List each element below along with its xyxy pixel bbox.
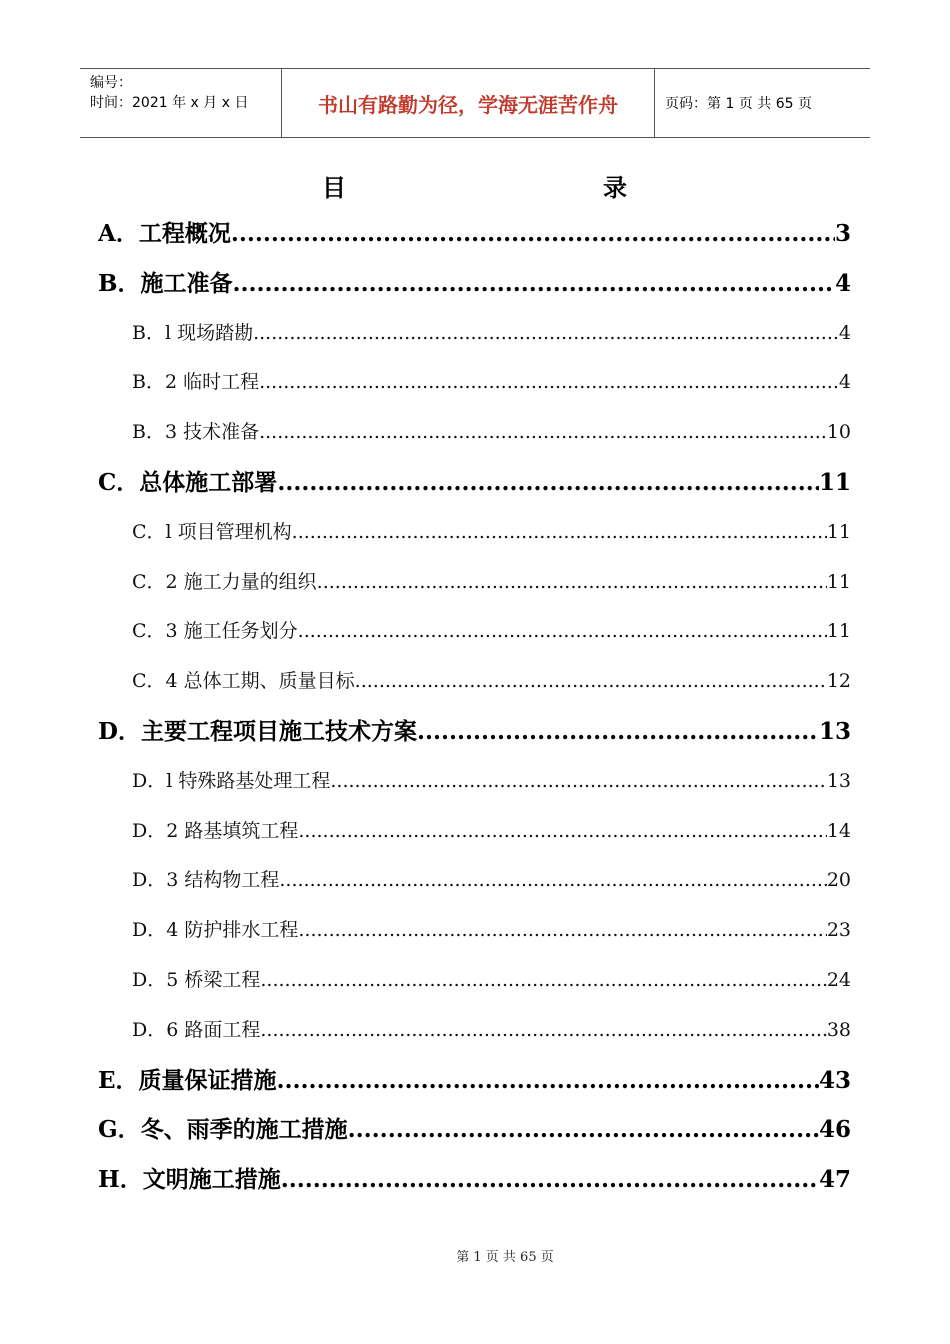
toc-title: [0, 168, 950, 204]
toc-subentry[interactable]: B．2 临时工程 ..... 4: [98, 358, 851, 408]
toc-subentry[interactable]: D．3 结构物工程 ..... 20: [98, 856, 851, 906]
toc-entry[interactable]: E．质量保证措施 ..... 43: [98, 1056, 851, 1106]
toc-subentry[interactable]: B．l 现场踏勘 ..... 4: [98, 309, 851, 359]
toc-subentry[interactable]: C．l 项目管理机构 ..... 11: [98, 508, 851, 558]
toc-subentry[interactable]: C．4 总体工期、质量目标 ..... 12: [98, 657, 851, 707]
document-number: 编号：: [90, 75, 132, 91]
page-header: [80, 68, 870, 138]
toc-subentry[interactable]: C．2 施工力量的组织 ..... 11: [98, 558, 851, 608]
toc-title-left: 目: [322, 174, 346, 202]
header-meta: [80, 69, 282, 137]
toc-entry[interactable]: B．施工准备 ..... 4: [98, 259, 851, 309]
toc-subentry[interactable]: B．3 技术准备 ..... 10: [98, 408, 851, 458]
document-time: 时间：2021 年 x 月 x 日: [90, 95, 249, 111]
toc-title-right: 录: [603, 174, 627, 202]
toc-entry[interactable]: C．总体施工部署 ..... 11: [98, 458, 851, 508]
page-footer: 第 1 页 共 65 页: [456, 1250, 554, 1265]
toc-subentry[interactable]: D．5 桥梁工程 ..... 24: [98, 956, 851, 1006]
header-motto: 书山有路勤为径，学海无涯苦作舟: [282, 69, 655, 137]
toc-subentry[interactable]: D．l 特殊路基处理工程 ..... 13: [98, 757, 851, 807]
toc-entry[interactable]: A．工程概况 ..... 3: [98, 209, 851, 259]
toc-subentry[interactable]: D．2 路基填筑工程 ..... 14: [98, 807, 851, 857]
toc-subentry[interactable]: D．4 防护排水工程 ..... 23: [98, 906, 851, 956]
header-page-info: 页码：第 1 页 共 65 页: [665, 96, 812, 112]
toc-subentry[interactable]: C．3 施工任务划分 ..... 11: [98, 607, 851, 657]
toc-entry[interactable]: H．文明施工措施 ..... 47: [98, 1155, 851, 1205]
table-of-contents: [98, 209, 851, 1205]
toc-subentry[interactable]: D．6 路面工程 ..... 38: [98, 1006, 851, 1056]
toc-entry[interactable]: G．冬、雨季的施工措施 ..... 46: [98, 1105, 851, 1155]
toc-entry[interactable]: D．主要工程项目施工技术方案 ..... 13: [98, 707, 851, 757]
